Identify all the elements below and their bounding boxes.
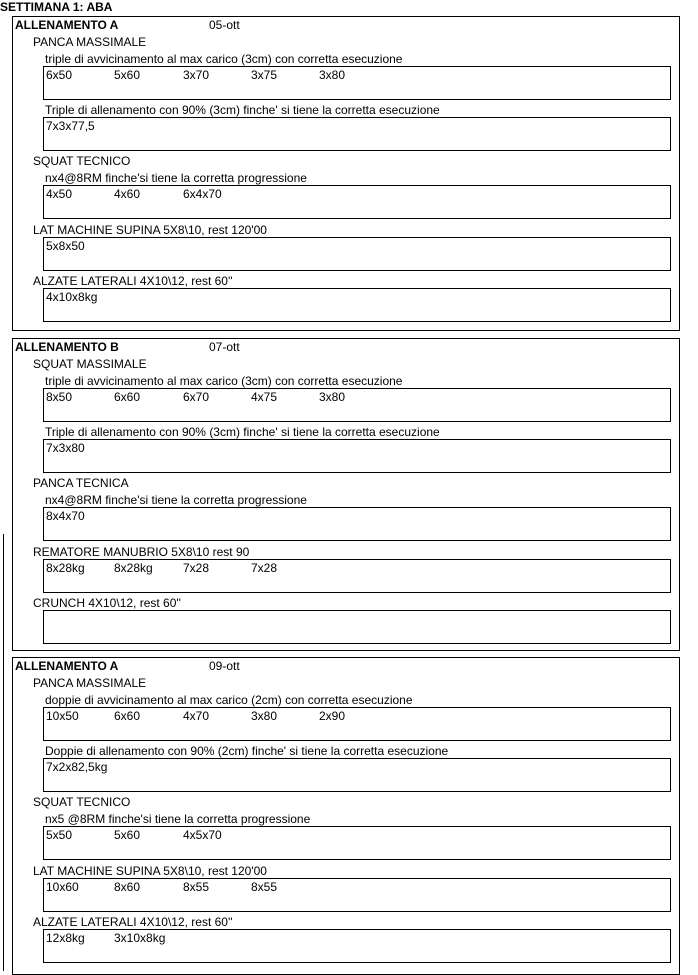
exercise-title: LAT MACHINE SUPINA 5X8\10, rest 120'00: [33, 223, 267, 237]
exercise-entry-box[interactable]: [43, 288, 671, 322]
exercise-title: SQUAT MASSIMALE: [33, 357, 147, 371]
exercise-title: PANCA MASSIMALE: [33, 35, 147, 49]
set-entry: 8x28kg: [46, 561, 85, 575]
set-entry: 10x50: [46, 709, 79, 723]
exercise-title: SQUAT TECNICO: [33, 795, 131, 809]
exercise-title: CRUNCH 4X10\12, rest 60'': [33, 596, 181, 610]
exercise-title: SQUAT TECNICO: [33, 154, 131, 168]
session-date: 09-ott: [209, 659, 240, 673]
set-entry: 4x50: [46, 187, 73, 201]
session-title: ALLENAMENTO B: [15, 340, 119, 354]
exercise-title: ALZATE LATERALI 4X10\12, rest 60'': [33, 274, 233, 288]
set-entry: 4x10x8kg: [46, 290, 98, 304]
exercise-title: LAT MACHINE SUPINA 5X8\10, rest 120'00: [33, 864, 267, 878]
set-entry: 6x50: [46, 68, 73, 82]
exercise-description: nx4@8RM finche'si tiene la corretta progressione: [45, 171, 307, 185]
set-entry: 8x55: [183, 880, 210, 894]
exercise-entry-box[interactable]: [43, 826, 671, 860]
session-title: ALLENAMENTO A: [15, 659, 119, 673]
exercise-description: nx4@8RM finche'si tiene la corretta progressione: [45, 493, 307, 507]
exercise-entry-box[interactable]: [43, 878, 671, 912]
exercise-title: PANCA TECNICA: [33, 476, 129, 490]
set-entry: 6x60: [114, 709, 141, 723]
set-entry: 4x5x70: [183, 828, 222, 842]
set-entry: 3x80: [251, 709, 278, 723]
session-block: [12, 338, 680, 651]
set-entry: 12x8kg: [46, 931, 85, 945]
exercise-entry-box[interactable]: [43, 610, 671, 644]
left-margin-rule: [3, 534, 4, 971]
set-entry: 3x10x8kg: [114, 931, 166, 945]
set-entry: 2x90: [319, 709, 346, 723]
set-entry: 7x3x80: [46, 441, 85, 455]
set-entry: 8x60: [114, 880, 141, 894]
exercise-description: triple di avvicinamento al max carico (3cm) con corretta esecuzione: [45, 52, 403, 66]
exercise-title: PANCA MASSIMALE: [33, 676, 147, 690]
session-title: ALLENAMENTO A: [15, 18, 119, 32]
set-entry: 4x60: [114, 187, 141, 201]
set-entry: 6x70: [183, 390, 210, 404]
set-entry: 3x70: [183, 68, 210, 82]
set-entry: 7x3x77,5: [46, 119, 95, 133]
exercise-entry-box[interactable]: [43, 439, 671, 473]
set-entry: 8x55: [251, 880, 278, 894]
week-title: SETTIMANA 1: ABA: [0, 0, 113, 14]
set-entry: 7x28: [183, 561, 210, 575]
set-entry: 10x60: [46, 880, 79, 894]
exercise-description: nx5 @8RM finche'si tiene la corretta progressione: [45, 812, 311, 826]
set-entry: 7x2x82,5kg: [46, 760, 108, 774]
exercise-entry-box[interactable]: [43, 388, 671, 422]
exercise-description: triple di avvicinamento al max carico (3cm) con corretta esecuzione: [45, 374, 403, 388]
set-entry: 5x50: [46, 828, 73, 842]
exercise-description: Triple di allenamento con 90% (3cm) finche' si tiene la corretta esecuzione: [45, 103, 440, 117]
exercise-entry-box[interactable]: [43, 559, 671, 593]
set-entry: 3x80: [319, 390, 346, 404]
set-entry: 8x28kg: [114, 561, 153, 575]
exercise-entry-box[interactable]: [43, 117, 671, 151]
exercise-entry-box[interactable]: [43, 237, 671, 271]
set-entry: 5x8x50: [46, 239, 85, 253]
exercise-description: Triple di allenamento con 90% (3cm) finche' si tiene la corretta esecuzione: [45, 425, 440, 439]
set-entry: 8x50: [46, 390, 73, 404]
exercise-entry-box[interactable]: [43, 66, 671, 100]
session-date: 05-ott: [209, 18, 240, 32]
session-block: [12, 16, 680, 331]
exercise-entry-box[interactable]: [43, 758, 671, 792]
exercise-entry-box[interactable]: [43, 707, 671, 741]
set-entry: 4x75: [251, 390, 278, 404]
set-entry: 3x75: [251, 68, 278, 82]
set-entry: 8x4x70: [46, 509, 85, 523]
exercise-description: doppie di avvicinamento al max carico (2cm) con corretta esecuzione: [45, 693, 413, 707]
set-entry: 6x4x70: [183, 187, 222, 201]
set-entry: 7x28: [251, 561, 278, 575]
set-entry: 3x80: [319, 68, 346, 82]
set-entry: 5x60: [114, 68, 141, 82]
set-entry: 5x60: [114, 828, 141, 842]
set-entry: 4x70: [183, 709, 210, 723]
exercise-title: ALZATE LATERALI 4X10\12, rest 60'': [33, 915, 233, 929]
session-block: [12, 657, 680, 975]
session-date: 07-ott: [209, 340, 240, 354]
exercise-title: REMATORE MANUBRIO 5X8\10 rest 90: [33, 545, 250, 559]
exercise-entry-box[interactable]: [43, 185, 671, 219]
exercise-description: Doppie di allenamento con 90% (2cm) finche' si tiene la corretta esecuzione: [45, 744, 449, 758]
exercise-entry-box[interactable]: [43, 929, 671, 963]
exercise-entry-box[interactable]: [43, 507, 671, 541]
set-entry: 6x60: [114, 390, 141, 404]
